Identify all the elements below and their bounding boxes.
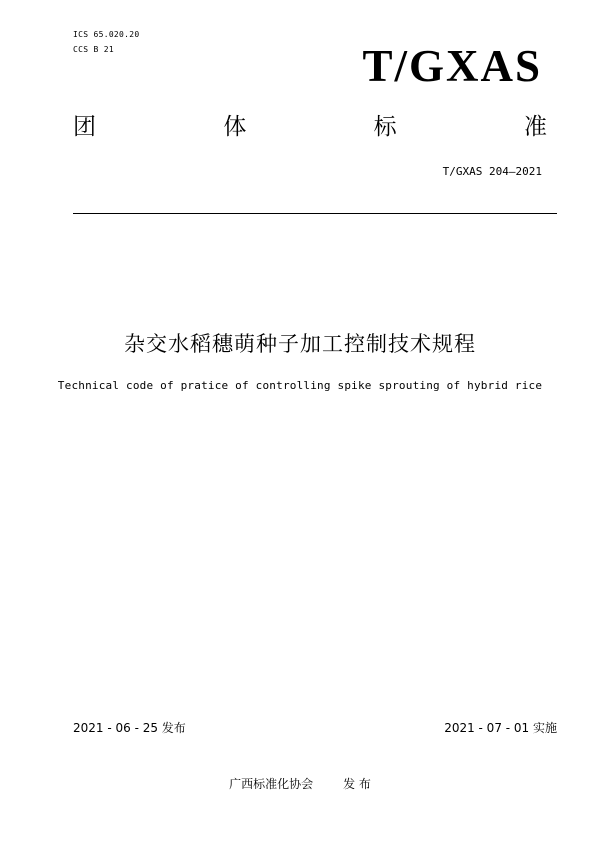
header-divider bbox=[73, 213, 557, 214]
publisher-line bbox=[0, 775, 600, 792]
organization-standard-code: T/GXAS bbox=[362, 41, 542, 91]
ccs-code: CCS B 21 bbox=[73, 45, 114, 54]
publish-action: 发 布 bbox=[343, 777, 371, 791]
document-type-char: 标 bbox=[373, 114, 397, 140]
chinese-title: 杂交水稻穗萌种子加工控制技术规程 bbox=[124, 332, 476, 356]
english-title: Technical code of pratice of controlling spike sprouting of hybrid rice bbox=[57, 379, 543, 392]
publication-date: 2021 - 06 - 25 发布 bbox=[73, 721, 186, 735]
publisher-name: 广西标准化协会 bbox=[229, 777, 314, 791]
ics-code: ICS 65.020.20 bbox=[73, 30, 140, 39]
document-type-heading bbox=[73, 116, 547, 139]
document-type-char: 体 bbox=[223, 114, 247, 140]
implementation-date: 2021 - 07 - 01 实施 bbox=[444, 721, 557, 735]
standard-number: T/GXAS 204—2021 bbox=[442, 165, 542, 178]
document-type-char: 团 bbox=[73, 114, 96, 140]
document-type-char: 准 bbox=[523, 114, 547, 140]
